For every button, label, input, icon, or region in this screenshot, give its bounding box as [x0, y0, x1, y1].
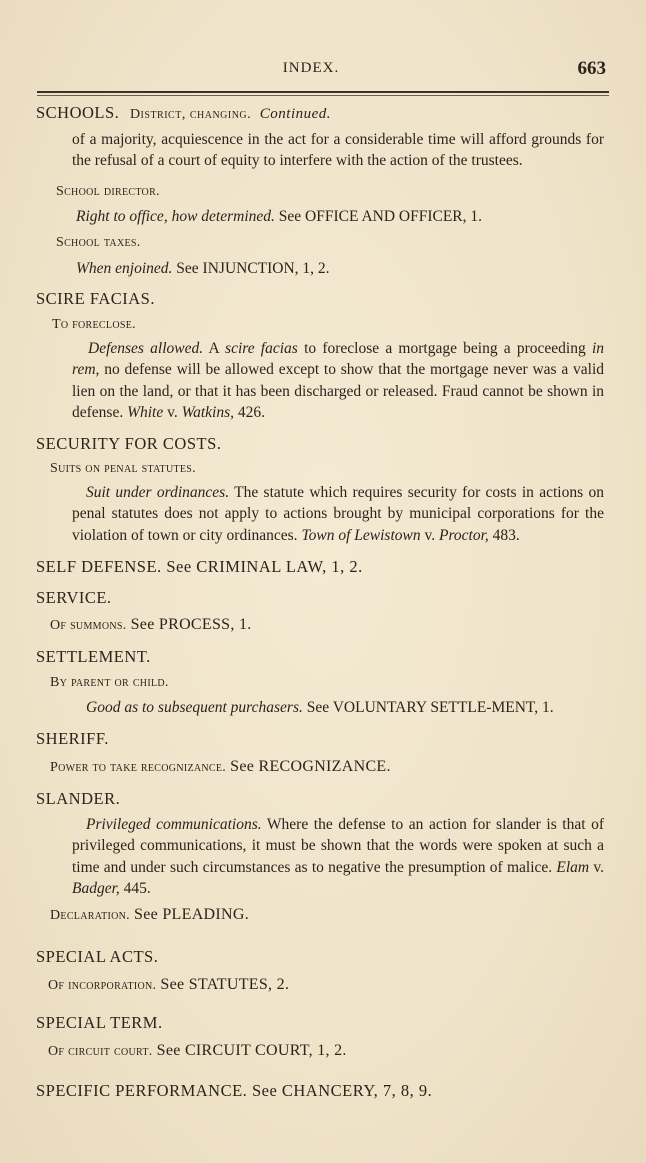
case-page: 483. — [492, 526, 520, 544]
entry-security-for-costs: SECURITY FOR COSTS. — [36, 433, 222, 453]
subentry-heading: Power to take recognizance. — [50, 759, 227, 775]
continued-label: Continued. — [259, 106, 332, 122]
cross-reference: See PLEADING. — [134, 905, 250, 923]
latin-term: scire facias — [225, 339, 298, 357]
item-title: Defenses allowed. — [88, 339, 204, 357]
entry-text — [72, 814, 604, 900]
entry-schools — [36, 102, 604, 126]
subentry-heading: District, changing. — [129, 107, 252, 122]
text-part: no defense will be allowed except to show that the mortgage never was a valid lien on the land, or that it has been discharged or released. Fraud cannot be shown in defense. — [72, 361, 605, 421]
entry-self-defense — [36, 556, 604, 578]
cross-reference: See INJUNCTION, 1, 2. — [176, 260, 330, 277]
cross-reference: See PROCESS, 1. — [130, 616, 252, 633]
entry-text: of a majority, acquiescence in the act for a considerable time will afford grounds for the refusal of a court of equity to interfere with the action of the trustees. — [72, 130, 604, 169]
entry-heading: SCHOOLS. — [36, 103, 120, 122]
case-name: Town of Lewistown — [301, 526, 421, 544]
cross-reference: See CIRCUIT COURT, 1, 2. — [156, 1041, 347, 1059]
versus: v. — [424, 526, 436, 544]
case-name: Badger, — [72, 880, 120, 897]
entry-heading: SPECIFIC PERFORMANCE. — [36, 1081, 248, 1100]
subentry-line — [50, 756, 604, 779]
entry-special-acts: SPECIAL ACTS. — [36, 947, 159, 966]
entry-text — [72, 482, 604, 547]
entry-service: SERVICE. — [36, 587, 112, 607]
cross-reference: See VOLUNTARY SETTLE-MENT, 1. — [306, 698, 554, 716]
entry-slander: SLANDER. — [36, 789, 121, 808]
header-rule — [37, 91, 609, 93]
header-rule-thin — [37, 95, 609, 96]
versus: v. — [167, 404, 178, 421]
cross-reference: See OFFICE AND OFFICER, 1. — [278, 208, 483, 225]
entry-heading: SELF DEFENSE. — [36, 557, 162, 576]
text-part: to foreclose a mortgage being a proceeding — [304, 339, 586, 357]
item-title: Suit under ordinances. — [86, 483, 230, 501]
case-page: 445. — [123, 880, 151, 897]
subentry-line — [48, 974, 604, 997]
case-name: White — [127, 404, 164, 421]
subentry-heading: Suits on penal statutes. — [50, 461, 196, 476]
entry-text — [72, 338, 604, 424]
entry-settlement: SETTLEMENT. — [36, 646, 151, 666]
entry-sheriff: SHERIFF. — [36, 729, 109, 748]
latin-term: in rem, — [72, 339, 605, 378]
text-part: A — [208, 339, 219, 357]
case-name: Elam — [556, 858, 590, 876]
item-title: Right to office, how determined. — [76, 208, 275, 225]
case-name: Proctor, — [438, 526, 489, 544]
entry-scire-facias: SCIRE FACIAS. — [36, 288, 155, 308]
subentry-school-taxes: School taxes. — [56, 234, 141, 250]
subentry-heading: Declaration. — [50, 907, 130, 923]
subentry-heading: Of incorporation. — [48, 977, 157, 993]
page-number: 663 — [577, 58, 606, 79]
entry-text — [72, 697, 604, 719]
text-part: The statute which requires security for costs in actions on penal statutes does not apply to actions brought by municipal corporations for the violation of town or city ordinances. — [72, 483, 604, 544]
case-page: 426. — [237, 404, 266, 421]
entry-specific-performance — [36, 1080, 604, 1102]
item-title: Good as to subsequent purchasers. — [86, 698, 303, 716]
subentry-heading: Of circuit court. — [48, 1043, 153, 1059]
case-name: Watkins, — [181, 404, 235, 421]
entry-special-term: SPECIAL TERM. — [36, 1013, 163, 1032]
versus: v. — [593, 858, 604, 876]
text-part: Where the defense to an action for slander is that of privileged communications, it must be shown that the words were spoken at such a time and under such circumstances as to negative the presumption of malice. — [72, 815, 605, 876]
subentry-heading: To foreclose. — [52, 317, 136, 332]
subentry-line — [50, 614, 604, 637]
cross-reference: See CRIMINAL LAW, 1, 2. — [166, 557, 363, 576]
subentry-school-director: School director. — [56, 183, 160, 199]
cross-reference: See CHANCERY, 7, 8, 9. — [251, 1081, 433, 1100]
cross-reference: See STATUTES, 2. — [160, 975, 290, 993]
running-header: INDEX. — [282, 60, 340, 76]
cross-reference: See RECOGNIZANCE. — [230, 757, 391, 775]
item-title: When enjoined. — [76, 260, 173, 277]
subentry-line — [48, 1040, 604, 1063]
subentry-heading: Of summons. — [50, 618, 127, 633]
subentry-heading: By parent or child. — [50, 675, 169, 690]
item-title: Privileged communications. — [86, 815, 262, 833]
index-content — [36, 100, 604, 1102]
subentry-line — [50, 904, 604, 927]
item-line — [76, 206, 604, 228]
item-line — [76, 258, 604, 280]
